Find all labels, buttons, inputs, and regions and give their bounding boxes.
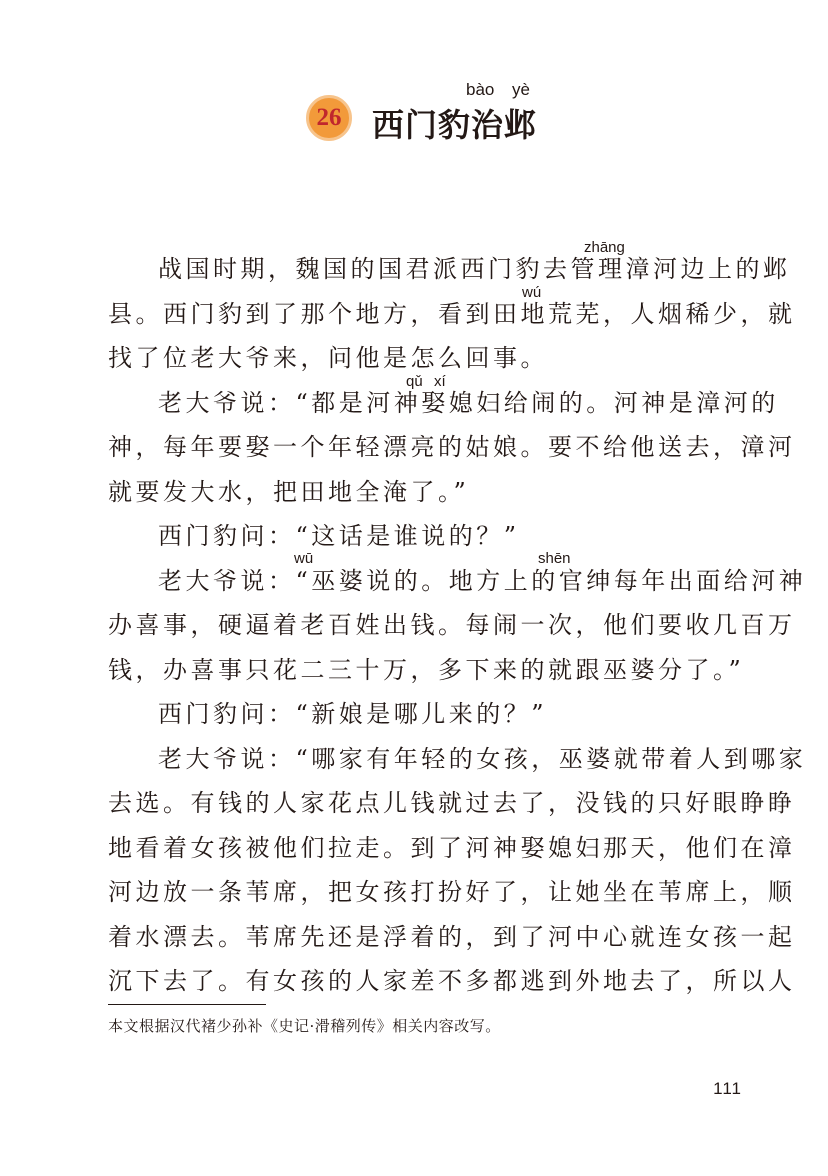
text-line: 西门豹问：“新娘是哪儿来的？” — [158, 700, 548, 728]
text-line: 西门豹问：“这话是谁说的？” — [158, 522, 520, 550]
text-line: 河边放一条苇席，把女孩打扮好了，让她坐在苇席上，顺 — [108, 878, 796, 906]
text-line: 县。西门豹到了那个地方，看到田地荒芜，人烟稀少，就 — [108, 300, 796, 328]
text-line: 沉下去了。有女孩的人家差不多都逃到外地去了，所以人 — [108, 967, 796, 995]
pinyin-annotation: wú — [522, 284, 542, 301]
lesson-number-badge: 26 — [306, 95, 352, 141]
pinyin-annotation: wū — [294, 550, 314, 567]
pinyin-annotation: shēn — [538, 550, 571, 567]
pinyin-annotation: qǔ — [406, 373, 423, 390]
pinyin-annotation: xí — [434, 373, 446, 390]
text-line: 去选。有钱的人家花点儿钱就过去了，没钱的只好眼睁睁 — [108, 789, 796, 817]
text-line: 神，每年要娶一个年轻漂亮的姑娘。要不给他送去，漳河 — [108, 433, 796, 461]
text-line: 找了位老大爷来，问他是怎么回事。 — [108, 344, 548, 372]
pinyin-annotation: zhāng — [584, 239, 625, 256]
text-line: 就要发大水，把田地全淹了。” — [108, 478, 470, 506]
text-line: 老大爷说：“哪家有年轻的女孩，巫婆就带着人到哪家 — [158, 745, 807, 773]
text-line: 老大爷说：“都是河神娶媳妇给闹的。河神是漳河的 — [158, 389, 779, 417]
lesson-title: 西门豹治邺 — [372, 106, 538, 144]
text-line: 办喜事，硬逼着老百姓出钱。每闹一次，他们要收几百万 — [108, 611, 796, 639]
text-line: 地看着女孩被他们拉走。到了河神娶媳妇那天，他们在漳 — [108, 834, 796, 862]
text-line: 着水漂去。苇席先还是浮着的，到了河中心就连女孩一起 — [108, 923, 796, 951]
lesson-header — [0, 86, 828, 156]
page-number: 111 — [713, 1079, 742, 1098]
footnote-divider — [108, 1004, 266, 1005]
text-line: 钱，办喜事只花二三十万，多下来的就跟巫婆分了。” — [108, 656, 745, 684]
title-pinyin-ye: yè — [512, 80, 530, 99]
text-line: 老大爷说：“巫婆说的。地方上的官绅每年出面给河神 — [158, 567, 807, 595]
text-line: 战国时期，魏国的国君派西门豹去管理漳河边上的邺 — [158, 255, 791, 283]
footnote: 本文根据汉代褚少孙补《史记·滑稽列传》相关内容改写。 — [108, 1017, 501, 1035]
title-pinyin-bao: bào — [466, 80, 495, 99]
